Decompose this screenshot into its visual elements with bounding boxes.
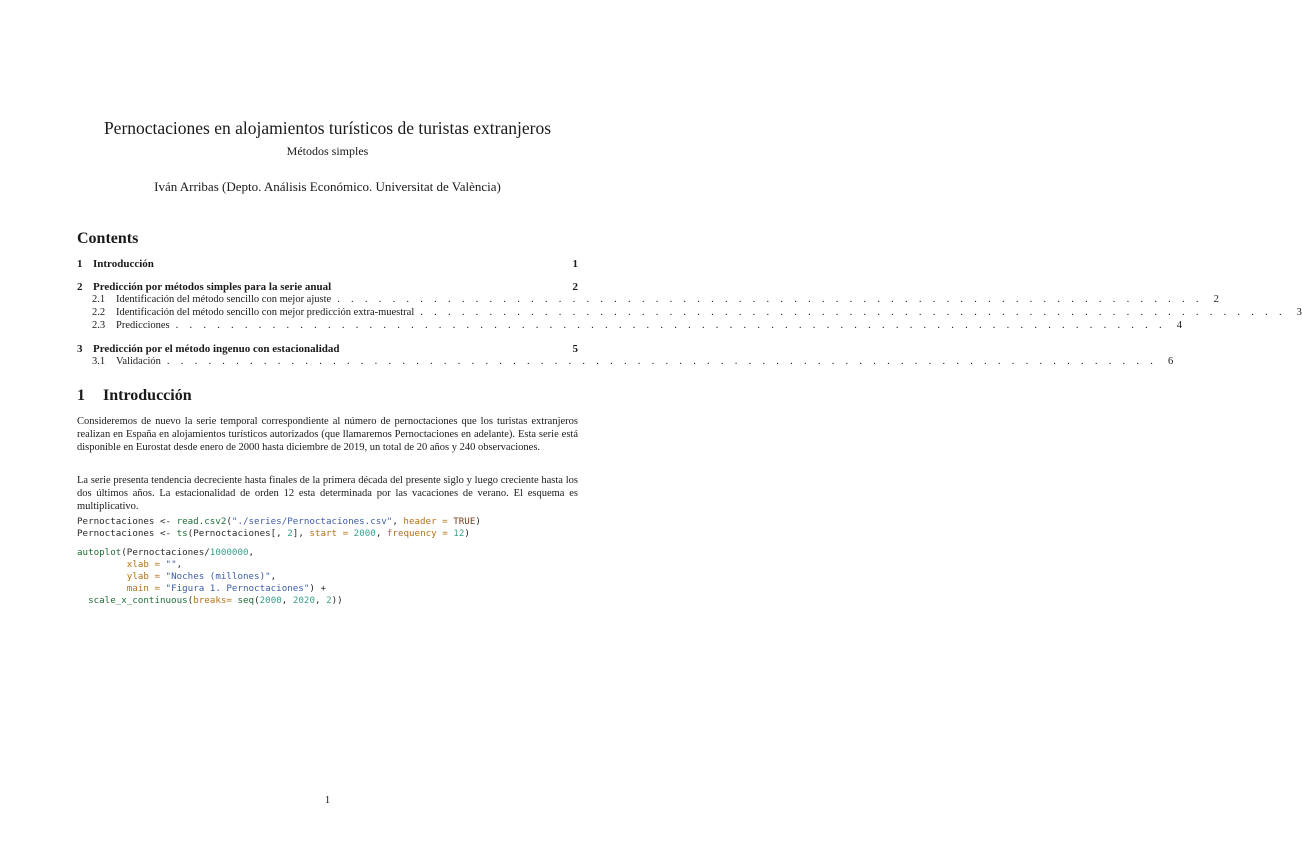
code-token: (: [226, 516, 232, 527]
document-subtitle: Métodos simples: [286, 144, 369, 158]
document-author: Iván Arribas (Depto. Análisis Económico. Universitat de València): [154, 179, 501, 194]
code-token: [77, 559, 127, 570]
toc-entry-section-1[interactable]: [77, 257, 578, 271]
toc-entry-section-3[interactable]: [77, 342, 578, 356]
toc-entry-number: 2: [77, 281, 83, 293]
code-token: 12: [453, 528, 465, 539]
code-token: (Pernoctaciones[,: [187, 528, 288, 539]
code-token: [77, 595, 88, 606]
toc-entry-subsection-2-2[interactable]: [92, 306, 1302, 320]
code-token: )): [331, 595, 343, 606]
code-token: ,: [392, 516, 404, 527]
toc-entry-page: 2: [572, 281, 578, 293]
toc-leader-dots: . . . . . . . . . . . . . . . . . . . . . . . . . . . . . . . . . . . . . . . . . . . . . . . . . . . . . . . . . . . . . . .: [337, 294, 1203, 305]
code-token: ],: [292, 528, 310, 539]
code-token: (Pernoctaciones: [121, 547, 205, 558]
code-token: autoplot: [77, 547, 122, 558]
toc-heading: Contents: [77, 230, 139, 247]
toc-leader-dots: . . . . . . . . . . . . . . . . . . . . . . . . . . . . . . . . . . . . . . . . . . . . . . . . . . . . . . . . . . . . . . .: [420, 307, 1286, 318]
code-token: 2: [287, 528, 293, 539]
toc-entry-subsection-2-3[interactable]: [92, 319, 1182, 333]
toc-entry-title: Identificación del método sencillo con mejor ajuste: [116, 294, 332, 305]
code-token: 1000000: [209, 547, 249, 558]
code-token: Pernoctaciones <-: [77, 516, 177, 527]
toc-entry-number: 3.1: [92, 356, 106, 367]
toc-entry-number: 2.3: [92, 320, 106, 331]
code-token: ts: [176, 528, 188, 539]
code-token: "Noches (millones)": [165, 571, 271, 582]
paragraph: La serie presenta tendencia decreciente hasta finales de la primera década del presente siglo y luego creciente hasta los dos últimos años. La estacionalidad de orden 12 esta determinada por las vacaciones de verano. El esquema es multiplicativo.: [77, 475, 578, 512]
toc-entry-title: Predicción por métodos simples para la serie anual: [93, 281, 332, 293]
code-token: 2000: [353, 528, 376, 539]
toc-entry-title: Introducción: [93, 258, 154, 270]
toc-entry-page: 5: [572, 343, 578, 355]
code-token: breaks=: [193, 595, 232, 606]
code-token: (: [254, 595, 260, 606]
code-token: ): [464, 528, 470, 539]
code-line: [77, 559, 578, 571]
toc-entry-number: 3: [77, 343, 83, 355]
code-token: [77, 583, 127, 594]
toc-entry-page: 2: [1213, 294, 1219, 305]
code-token: scale_x_continuous: [88, 595, 188, 606]
code-token: ,: [176, 559, 183, 570]
code-token: "Figura 1. Pernoctaciones": [165, 583, 310, 594]
toc-entry-number: 1: [77, 258, 83, 270]
code-token: TRUE: [453, 516, 476, 527]
code-token: ylab =: [126, 571, 160, 582]
toc-entry-page: 1: [572, 258, 578, 270]
code-line: [77, 516, 578, 528]
toc-leader-dots: . . . . . . . . . . . . . . . . . . . . . . . . . . . . . . . . . . . . . . . . . . . . . . . . . . . . . . . . . . . . . . . . . . . . . . . .: [166, 356, 1158, 367]
toc-leader-dots: . . . . . . . . . . . . . . . . . . . . . . . . . . . . . . . . . . . . . . . . . . . . . . . . . . . . . . . . . . . . . . . . . . . . . . . .: [175, 320, 1166, 331]
code-line: [77, 528, 578, 540]
toc-entry-number: 2.1: [92, 294, 106, 305]
toc-entry-page: 4: [1176, 320, 1182, 331]
code-token: 2020: [292, 595, 315, 606]
code-token: ) +: [309, 583, 326, 594]
section-heading-introduccion: [77, 386, 192, 406]
code-line: [77, 571, 578, 583]
code-token: /: [204, 547, 210, 558]
toc-entry-subsection-2-1[interactable]: [92, 293, 1219, 307]
section-title: Introducción: [103, 387, 192, 404]
page-number: 1: [324, 794, 331, 806]
toc-entry-section-2[interactable]: [77, 280, 578, 294]
code-line: [77, 547, 578, 559]
code-token: [77, 571, 127, 582]
code-token: main =: [126, 583, 160, 594]
code-token: 2000: [259, 595, 282, 606]
code-block-read-data: [77, 516, 578, 540]
toc-entry-title: Predicción por el método ingenuo con estacionalidad: [93, 343, 340, 355]
toc-entry-page: 3: [1296, 307, 1302, 318]
code-block-autoplot: [77, 547, 578, 607]
document-title: Pernoctaciones en alojamientos turísticos de turistas extranjeros: [103, 118, 552, 138]
code-token: ): [475, 516, 481, 527]
toc-entry-title: Identificación del método sencillo con mejor predicción extra-muestral: [116, 307, 415, 318]
code-token: (: [187, 595, 194, 606]
toc-entry-page: 6: [1167, 356, 1174, 367]
code-token: start =: [309, 528, 349, 539]
paragraph: Consideremos de nuevo la serie temporal correspondiente al número de pernoctaciones que los turistas extranjeros realizan en España en alojamientos turísticos autorizados (que llamaremos Pernoctaciones en adelante). Esta serie está disponible en Eurostat desde enero de 2000 hasta diciembre de 2019, un total de 20 años y 240 observaciones.: [77, 416, 578, 453]
code-token: ,: [375, 528, 387, 539]
toc-entry-number: 2.2: [92, 307, 106, 318]
code-line: [77, 595, 578, 607]
code-token: ,: [248, 547, 255, 558]
code-token: seq: [237, 595, 255, 606]
section-number: 1: [77, 387, 85, 404]
toc-entry-title: Predicciones: [116, 320, 170, 331]
code-token: "./series/Pernoctaciones.csv": [231, 516, 393, 527]
code-token: ,: [315, 595, 327, 606]
code-token: 2: [326, 595, 332, 606]
code-token: ,: [270, 571, 277, 582]
code-token: xlab =: [126, 559, 160, 570]
toc-entry-title: Validación: [116, 356, 161, 367]
code-token: Pernoctaciones <-: [77, 528, 177, 539]
code-token: read.csv2: [176, 516, 227, 527]
code-token: frequency =: [386, 528, 448, 539]
code-token: ,: [281, 595, 293, 606]
toc-entry-subsection-3-1[interactable]: [92, 355, 1174, 369]
code-line: [77, 583, 578, 595]
code-token: "": [165, 559, 177, 570]
code-token: header =: [403, 516, 448, 527]
